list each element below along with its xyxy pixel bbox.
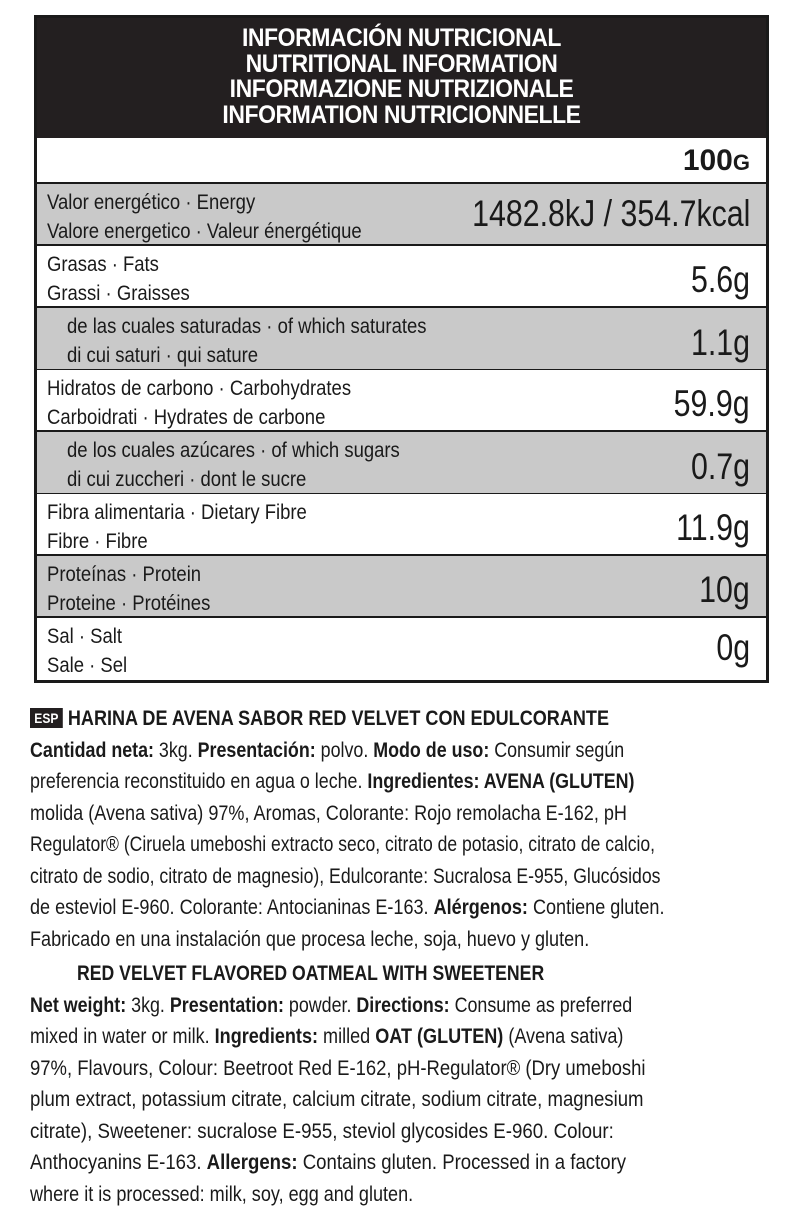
row-sugars <box>37 432 766 494</box>
es-line: de esteviol E-960. Colorante: Antocianinas E-163. Alérgenos: Contiene gluten. <box>30 896 665 919</box>
row-label: de los cuales azúcares · of which sugars di cui zuccheri · dont le sucre <box>67 439 400 491</box>
header-line-en: NUTRITIONAL INFORMATION <box>245 49 558 78</box>
row-fibre <box>37 494 766 556</box>
header-line-es: INFORMACIÓN NUTRICIONAL <box>241 24 562 52</box>
es-line: Fabricado en una instalación que procesa leche, soja, huevo y gluten. <box>30 927 590 951</box>
row-label: Grasas · Fats Grassi · Graisses <box>47 253 190 305</box>
per-unit: G <box>732 150 750 175</box>
en-title: RED VELVET FLAVORED OATMEAL WITH SWEETENER <box>77 962 545 985</box>
row-value: 1482.8kJ / 354.7kcal <box>471 193 750 234</box>
en-line: where it is processed: milk, soy, egg and gluten. <box>30 1182 414 1206</box>
spanish-description <box>30 703 772 955</box>
header-line-it: INFORMAZIONE NUTRIZIONALE <box>229 75 574 103</box>
nutrition-header <box>37 18 766 138</box>
en-line: Anthocyanins E-163. Allergens: Contains gluten. Processed in a factory <box>30 1151 627 1174</box>
es-title: HARINA DE AVENA SABOR RED VELVET CON EDULCORANTE <box>67 707 610 730</box>
es-line: preferencia reconstituido en agua o leche. Ingredientes: AVENA (GLUTEN) <box>30 770 635 793</box>
per-100g-row <box>37 138 766 184</box>
en-line: citrate), Sweetener: sucralose E-955, steviol glycosides E-960. Colour: <box>30 1119 614 1143</box>
row-fats <box>37 246 766 308</box>
row-protein <box>37 556 766 618</box>
es-line: Regulator® (Ciruela umeboshi extracto seco, citrato de potasio, citrato de calcio, <box>30 833 656 856</box>
es-title-line <box>30 703 668 735</box>
es-line: Cantidad neta: 3kg. Presentación: polvo. Modo de uso: Consumir según <box>30 738 625 762</box>
row-label: Hidratos de carbono · Carbohydrates Carboidrati · Hydrates de carbone <box>47 377 352 429</box>
row-salt <box>37 618 766 677</box>
english-description <box>30 958 772 1210</box>
row-value: 0.7g <box>690 446 750 487</box>
row-label: de las cuales saturadas · of which saturates di cui saturi · qui sature <box>67 315 427 367</box>
row-value: 0g <box>716 627 750 668</box>
row-label: Valor energético · Energy Valore energetico · Valeur énergétique <box>47 191 362 243</box>
row-energy <box>37 184 766 246</box>
row-value: 5.6g <box>690 259 750 300</box>
row-label: Proteínas · Protein Proteine · Protéines <box>47 563 211 615</box>
row-value: 10g <box>699 569 750 610</box>
nutrition-table <box>34 15 769 683</box>
en-title-line <box>30 958 653 990</box>
row-label: Sal · Salt Sale · Sel <box>47 625 128 677</box>
es-line: molida (Avena sativa) 97%, Aromas, Colorante: Rojo remolacha E-162, pH <box>30 801 627 825</box>
en-line: 97%, Flavours, Colour: Beetroot Red E-162, pH-Regulator® (Dry umeboshi <box>30 1056 646 1080</box>
row-value: 59.9g <box>674 383 750 424</box>
row-value: 11.9g <box>676 507 750 548</box>
row-saturates <box>37 308 766 370</box>
header-line-fr: INFORMATION NUTRICIONNELLE <box>222 100 581 129</box>
en-line: Net weight: 3kg. Presentation: powder. Directions: Consume as preferred <box>30 993 633 1017</box>
es-line: citrato de sodio, citrato de magnesio), Edulcorante: Sucralosa E-955, Glucósidos <box>30 864 661 888</box>
row-carbohydrates <box>37 370 766 432</box>
row-value: 1.1g <box>690 322 750 363</box>
per-value: 100 <box>682 144 733 177</box>
row-label: Fibra alimentaria · Dietary Fibre Fibre · Fibre <box>47 501 307 553</box>
en-line: mixed in water or milk. Ingredients: milled OAT (GLUTEN) (Avena sativa) <box>30 1025 624 1048</box>
esp-badge: ESP <box>30 708 63 728</box>
en-line: plum extract, potassium citrate, calcium citrate, sodium citrate, magnesium <box>30 1088 644 1111</box>
